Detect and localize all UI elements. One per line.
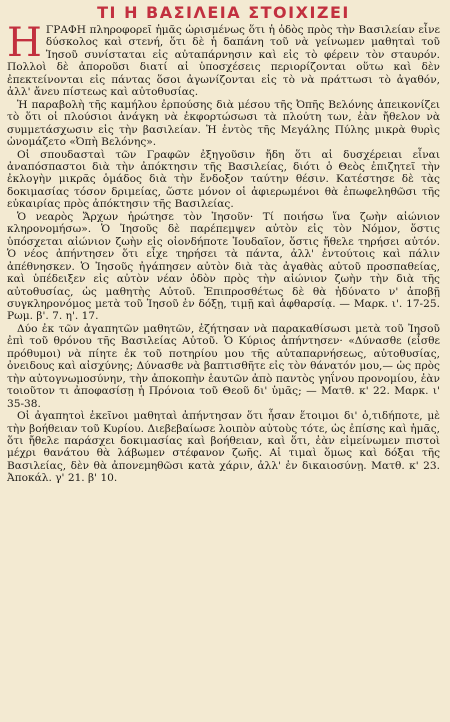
paragraph-5: Δύο ἐκ τῶν ἀγαπητῶν μαθητῶν, ἐζήτησαν νὰ παρακαθίσωσι μετὰ τοῦ Ἰησοῦ ἐπὶ τοῦ θρόνου τῆς Βασιλείας Αὐτοῦ. Ὁ Κύριος ἀπήντησεν· «Δύνασθε (εἶσθε πρόθυμοι) νὰ πίητε ἐκ τοῦ ποτηρίου μου τῆς αὐταπαρνήσεως, αὐτοθυσίας, ὀνειδους καὶ αἰσχύνης; Δύνασθε νὰ βαπτισθῆτε εἰς τὸν θάνατόν μου,— ὡς πρὸς τὴν αὐτογνωμοσύνην, τὴν ἀποκοπὴν ἑαυτῶν ἀπὸ παντὸς γηΐνου προνομίου, ἐὰν τοιοῦτον τι ἀποφασίσῃ ἡ Πρόνοια τοῦ Θεοῦ δι' ὑμᾶς; — Ματθ. κ' 22. Μαρκ. ι' 35-38. — [7, 322, 440, 410]
article-title: ΤΙ Η ΒΑΣΙΛΕΙΑ ΣΤΟΙΧΙΖΕΙ — [97, 3, 350, 22]
paragraph-1 — [7, 20, 440, 99]
paragraph-3: Οἱ σπουδασταὶ τῶν Γραφῶν ἐξηγοῦσιν ἤδη ὅτι αἱ δυσχέρειαι εἶναι ἀναπόσπαστοι διὰ τὴν ἀπόκτησιν τῆς Βασιλείας, διότι ὁ Θεὸς ἐπιζητεῖ τὴν ἐκλογὴν μικρᾶς ὁμάδος διὰ τὴν ἔνδοξον ταύτην θέσιν. Κατέστησε δὲ τὰς δοκιμασίας τόσον δριμείας, ὥστε μόνον οἱ ἀφιερωμένοι θὰ ἐπωφεληθῶσι τῆς εὐκαιρίας πρὸς ἀπόκτησιν τῆς Βασιλείας. — [7, 148, 440, 211]
paragraph-6: Οἱ ἀγαπητοὶ ἐκεῖνοι μαθηταὶ ἀπήντησαν ὅτι ἦσαν ἕτοιμοι δι' ὁ,τιδήποτε, μὲ τὴν βοήθειαν τοῦ Κυρίου. Διεβεβαίωσε λοιπὸν αὐτοὺς τότε, ὡς ἐπίσης καὶ ἡμᾶς, ὅτι ἤθελε παράσχει δοκιμασίας καὶ βοήθειαν, καὶ ὅτι, ἐὰν εἰμείνωμεν πιστοὶ μέχρι θανάτου θὰ λάβωμεν στέφανον ζωῆς. Αἱ τιμαὶ ὅμως καὶ δόξαι τῆς Βασιλείας, δὲν θὰ ἀπονεμηθῶσι κατὰ χάριν, ἀλλ' ἐν δικαιοσύνῃ. Ματθ. κ' 23. Ἀποκάλ. γ' 21. β' 10. — [7, 410, 440, 485]
paragraph-1-text: ΓΡΑΦΗ πληροφορεῖ ἡμᾶς ὡρισμένως ὅτι ἡ ὁδὸς πρὸς τὴν Βασιλείαν εἶνε δύσκολος καὶ στενή, ὅτι δὲ ἡ δαπάνη τοῦ νὰ γείνωμεν μαθηταὶ τοῦ Ἰησοῦ συνίσταται εἰς αὐταπάρνησιν καὶ εἰς τὸ φέρειν τὸν σταυρόν. Πολλοὶ δὲ ἀποροῦσι διατί αἱ ὑποσχέσεις περιορίζονται οὕτω καὶ δὲν ἐπεκτείνονται εἰς πάντας ὅσοι ἀγωνίζονται εἰς τὸ νὰ πράττωσι τὸ ἀγαθόν, ἀλλ' ἄνευ πίστεως καὶ αὐτοθυσίας. — [7, 24, 440, 99]
drop-cap: Η — [7, 20, 42, 66]
paragraph-4: Ὁ νεαρὸς Ἄρχων ἠρώτησε τὸν Ἰησοῦν· Τί ποιήσω ἵνα ζωὴν αἰώνιον κληρονομήσω». Ὁ Ἰησοῦς δὲ παρέπεμψεν αὐτὸν εἰς τὸν Νόμον, ὅστις ὑπόσχεται αἰώνιον ζωὴν εἰς οἱονδήποτε Ἰουδαῖον, ὅστις ἤθελε τηρήσει αὐτόν. Ὁ νέος ἀπήντησεν ὅτι εἶχε τηρήσει τὰ πάντα, ἀλλ' ἐντούτοις καὶ πάλιν ἀπέθνησκεν. Ὁ Ἰησοῦς ἠγάπησεν αὐτὸν διὰ τὰς ἀγαθὰς αὐτοῦ προσπαθείας, καὶ ὑπέδειξεν εἰς αὐτὸν νέαν ὁδὸν πρὸς τὴν αἰώνιον ζωὴν τὴν διὰ τῆς αὐτοθυσίας, ὡς μαθητὴς Αὐτοῦ. Ἐπιπροσθέτως δὲ θὰ ἠδύνατο ν' ἀποβῇ συγκληρονόμος μετὰ τοῦ Ἰησοῦ ἐν δόξῃ, τιμῇ καὶ ἀφθαρσίᾳ. — Μαρκ. ι'. 17-25. Ρωμ. β'. 7. η'. 17. — [7, 210, 440, 323]
paragraph-2: Ἡ παραβολὴ τῆς καμήλου ἐρπούσης διὰ μέσου τῆς Ὀπῆς Βελόνης ἀπεικονίζει τὸ ὅτι οἱ πλούσιοι ἀνάγκη νὰ ἐκφορτώσωσι τὰ πλούτη των, ἐὰν ἤθελον νὰ συμμετάσχωσιν εἰς τὴν βασιλείαν. Ἡ ἐντὸς τῆς Μεγάλης Πύλης μικρὰ θυρὶς ὠνομάζετο «Ὀπὴ Βελόνης». — [7, 98, 440, 149]
